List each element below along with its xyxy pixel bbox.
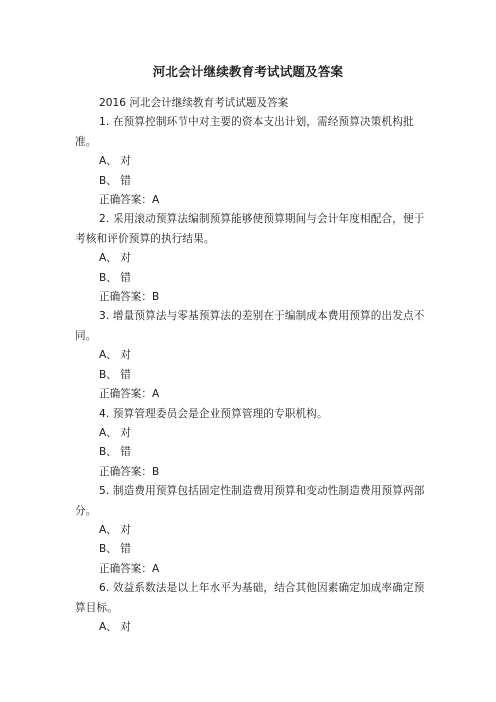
question-1-text: 1. 在预算控制环节中对主要的资本支出计划，需经预算决策机构批准。 (75, 116, 414, 148)
question-5-answer: 正确答案：A (99, 562, 160, 575)
question-1-answer: 正确答案：A (99, 194, 160, 207)
question-3-option-b: B、 错 (99, 368, 131, 381)
question-5-option-a: A、 对 (99, 523, 131, 536)
question-6-text: 6. 效益系数法是以上年水平为基础，结合其他因素确定加成率确定预算目标。 (75, 582, 425, 614)
question-3-text: 3. 增量预算法与零基预算法的差别在于编制成本费用预算的出发点不同。 (75, 310, 425, 342)
document-subtitle: 2016 河北会计继续教育考试试题及答案 (99, 97, 289, 109)
question-3-option-a: A、 对 (99, 349, 131, 362)
question-2-option-a: A、 对 (99, 252, 131, 265)
question-4-answer: 正确答案：B (99, 465, 160, 478)
question-2-option-b: B、 错 (99, 271, 131, 284)
question-4-option-a: A、 对 (99, 426, 131, 439)
question-2-text: 2. 采用滚动预算法编制预算能够使预算期间与会计年度相配合，便于考核和评价预算的执行结果。 (75, 213, 425, 245)
question-1-option-b: B、 错 (99, 174, 131, 187)
question-5-text: 5. 制造费用预算包括固定性制造费用预算和变动性制造费用预算两部分。 (75, 485, 425, 517)
question-1-option-a: A、 对 (99, 155, 131, 168)
question-4-option-b: B、 错 (99, 446, 131, 459)
document-body (75, 94, 427, 637)
question-4-text: 4. 预算管理委员会是企业预算管理的专职机构。 (99, 407, 328, 420)
question-6-option-a: A、 对 (99, 620, 131, 633)
question-3-answer: 正确答案：A (99, 388, 160, 401)
question-5-option-b: B、 错 (99, 543, 131, 556)
document-title: 河北会计继续教育考试试题及答案 (152, 64, 344, 79)
question-2-answer: 正确答案：B (99, 291, 160, 304)
